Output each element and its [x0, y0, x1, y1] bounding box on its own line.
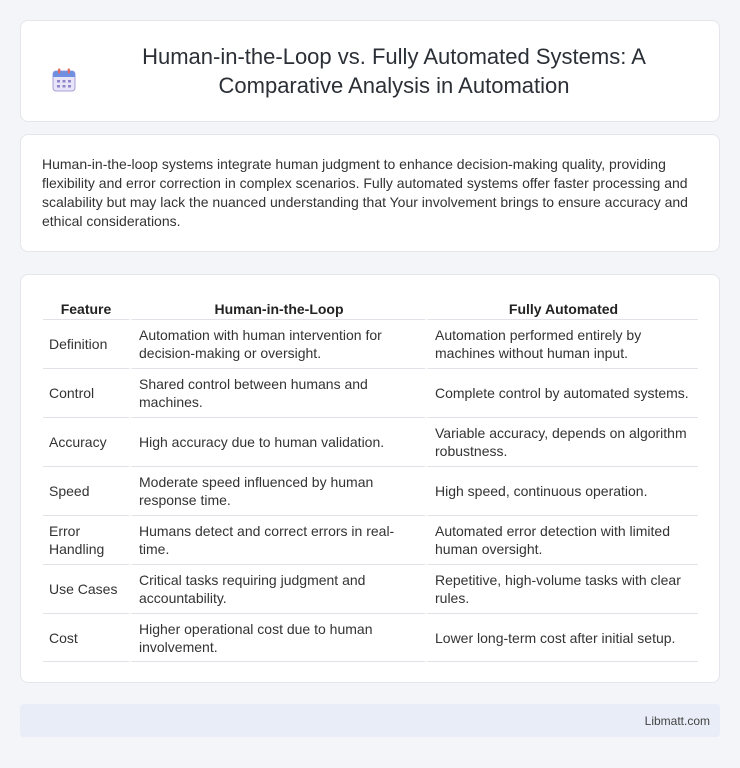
footer-brand-link[interactable]: Libmatt.com	[644, 714, 710, 728]
automated-cell: High speed, continuous operation.	[425, 466, 698, 515]
human-cell: Shared control between humans and machines.	[129, 368, 425, 417]
feature-cell: Use Cases	[43, 564, 129, 613]
page-title: Human-in-the-Loop vs. Fully Automated Systems: A Comparative Analysis in Automation	[142, 44, 646, 98]
automated-cell: Variable accuracy, depends on algorithm robustness.	[425, 417, 698, 466]
table-row	[43, 515, 698, 564]
table-row	[43, 319, 698, 368]
feature-cell: Definition	[43, 319, 129, 368]
automated-cell: Repetitive, high-volume tasks with clear rules.	[425, 564, 698, 613]
footer	[20, 704, 720, 737]
calendar-icon	[51, 67, 77, 93]
feature-cell: Error Handling	[43, 515, 129, 564]
automated-cell: Complete control by automated systems.	[425, 368, 698, 417]
feature-cell: Cost	[43, 613, 129, 662]
automated-cell: Lower long-term cost after initial setup.	[425, 613, 698, 662]
table-header-row	[43, 295, 698, 319]
table-row	[43, 564, 698, 613]
automated-cell: Automated error detection with limited human oversight.	[425, 515, 698, 564]
header-fully-automated: Fully Automated	[425, 295, 698, 319]
intro-card	[20, 134, 720, 252]
human-cell: Automation with human intervention for decision-making or oversight.	[129, 319, 425, 368]
table-row	[43, 613, 698, 662]
human-cell: Higher operational cost due to human involvement.	[129, 613, 425, 662]
comparison-table-card	[20, 274, 720, 683]
human-cell: High accuracy due to human validation.	[129, 417, 425, 466]
header-human-in-the-loop: Human-in-the-Loop	[129, 295, 425, 319]
table-row	[43, 466, 698, 515]
automated-cell: Automation performed entirely by machines without human input.	[425, 319, 698, 368]
feature-cell: Speed	[43, 466, 129, 515]
feature-cell: Accuracy	[43, 417, 129, 466]
table-row	[43, 417, 698, 466]
comparison-table	[43, 295, 698, 662]
title-card	[20, 20, 720, 122]
human-cell: Moderate speed influenced by human response time.	[129, 466, 425, 515]
table-row	[43, 368, 698, 417]
human-cell: Critical tasks requiring judgment and accountability.	[129, 564, 425, 613]
feature-cell: Control	[43, 368, 129, 417]
title-wrap	[51, 42, 689, 100]
intro-paragraph: Human-in-the-loop systems integrate human judgment to enhance decision-making quality, providing flexibility and error correction in complex scenarios. Fully automated systems offer faster processing and scalability but may lack the nuanced understanding that Your involvement brings to ensure accuracy and ethical considerations.	[42, 156, 688, 229]
header-feature: Feature	[60, 301, 112, 317]
human-cell: Humans detect and correct errors in real-time.	[129, 515, 425, 564]
